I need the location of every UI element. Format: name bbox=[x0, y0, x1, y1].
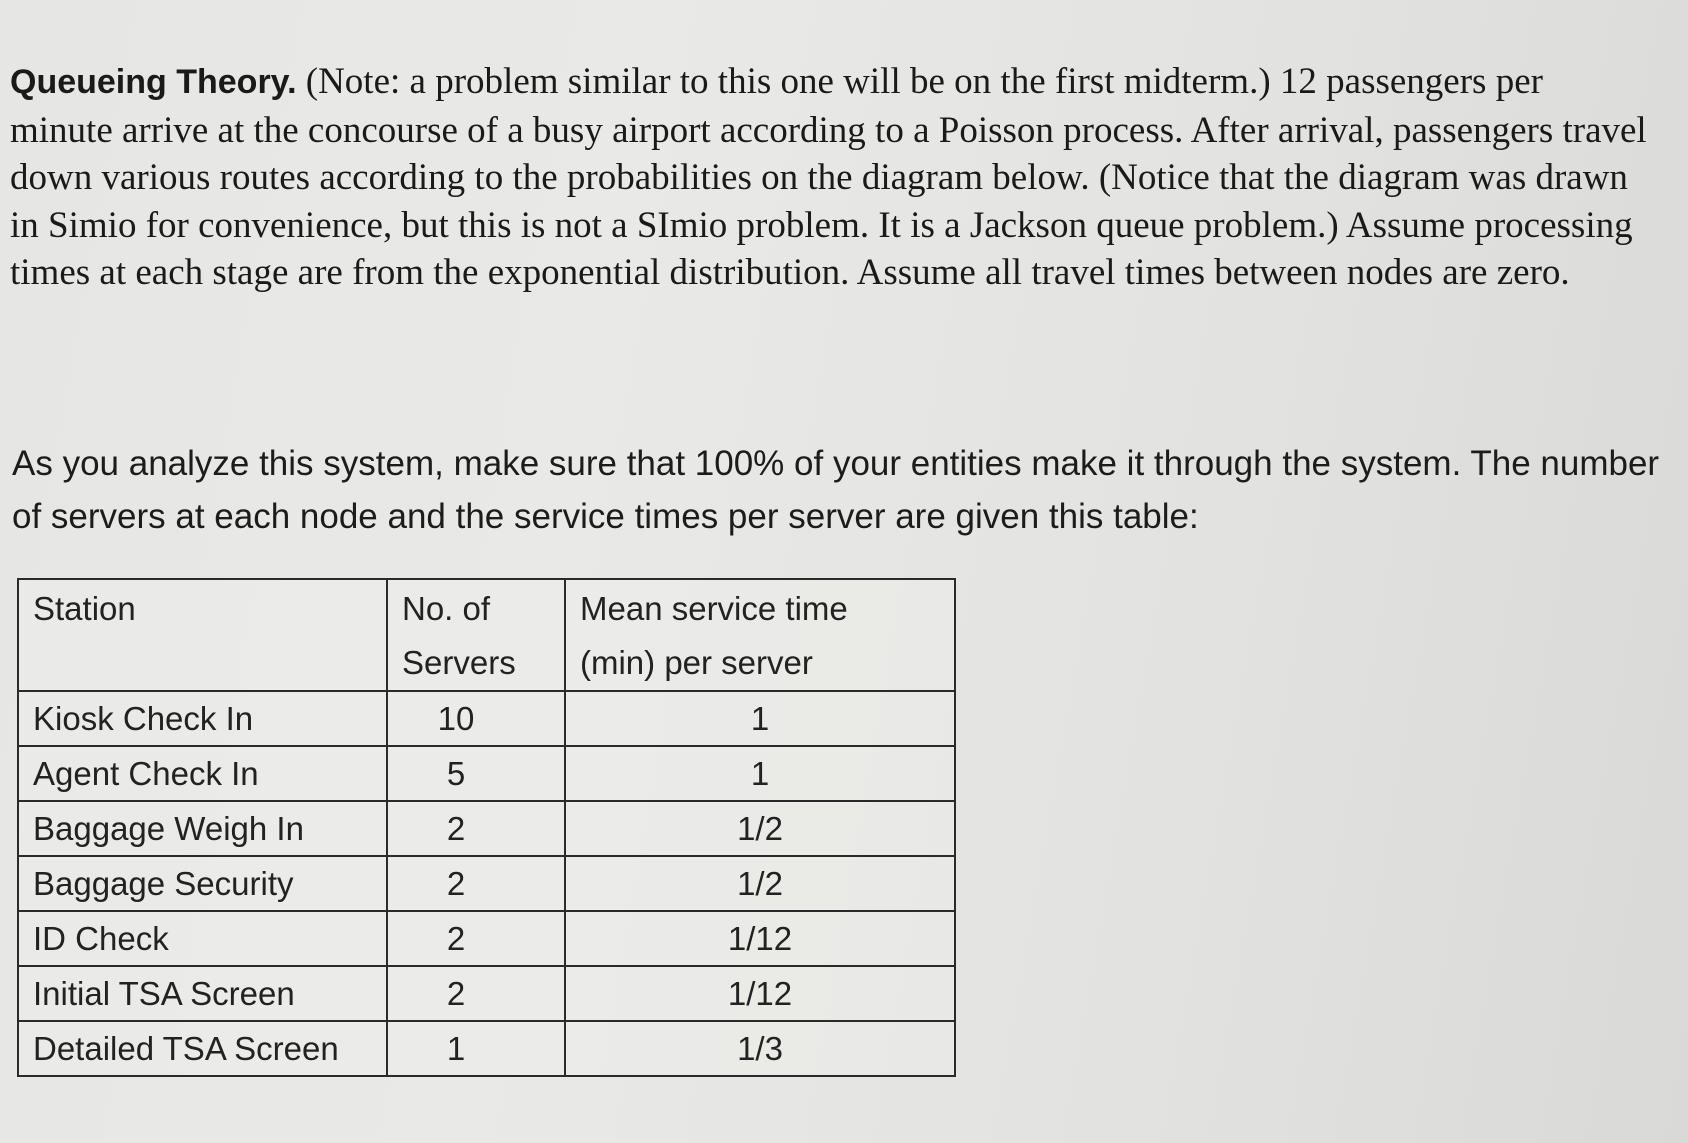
header-time-line1: Mean service time bbox=[580, 590, 848, 627]
problem-text: (Note: a problem similar to this one will be on the first midterm.) 12 passengers per minute arrive at the concourse of a busy airport according to a Poisson process. After arrival, passengers travel down various routes according to the probabilities on the diagram below. (Notice that the diagram was drawn in Simio for convenience, but this is not a SImio problem. It is a Jackson queue problem.) Assume processing times at each stage are from the exponential distribution. Assume all travel times between nodes are zero. bbox=[10, 61, 1647, 293]
station-cell: Detailed TSA Screen bbox=[18, 1021, 387, 1076]
table-row bbox=[18, 691, 955, 746]
table-row bbox=[18, 1021, 955, 1076]
header-station bbox=[18, 579, 387, 691]
servers-cell: 2 bbox=[387, 856, 565, 911]
header-servers-line1: No. of bbox=[402, 590, 491, 627]
table-row bbox=[18, 966, 955, 1021]
header-station-label: Station bbox=[33, 590, 136, 627]
station-cell: Initial TSA Screen bbox=[18, 966, 387, 1021]
analysis-paragraph: As you analyze this system, make sure that 100% of your entities make it through the system. The number of servers at each node and the service times per server are given this table: bbox=[12, 444, 1660, 536]
service-time-cell: 1/3 bbox=[565, 1021, 955, 1076]
header-servers-line2: Servers bbox=[402, 644, 516, 681]
servers-cell: 2 bbox=[387, 966, 565, 1021]
service-time-cell: 1/12 bbox=[565, 966, 955, 1021]
station-cell: Baggage Security bbox=[18, 856, 387, 911]
table-row bbox=[18, 911, 955, 966]
service-time-cell: 1 bbox=[565, 691, 955, 746]
problem-statement bbox=[10, 58, 1650, 297]
station-cell: Agent Check In bbox=[18, 746, 387, 801]
table-row bbox=[18, 856, 955, 911]
servers-cell: 10 bbox=[387, 691, 565, 746]
servers-cell: 2 bbox=[387, 911, 565, 966]
service-time-cell: 1/2 bbox=[565, 801, 955, 856]
service-time-cell: 1 bbox=[565, 746, 955, 801]
header-time-line2: (min) per server bbox=[580, 644, 813, 681]
header-station-spacer bbox=[33, 636, 372, 690]
servers-cell: 2 bbox=[387, 801, 565, 856]
service-time-cell: 1/2 bbox=[565, 856, 955, 911]
service-time-cell: 1/12 bbox=[565, 911, 955, 966]
station-cell: ID Check bbox=[18, 911, 387, 966]
table-row bbox=[18, 746, 955, 801]
table-header-row bbox=[18, 579, 955, 691]
header-servers bbox=[387, 579, 565, 691]
table-row bbox=[18, 801, 955, 856]
servers-cell: 5 bbox=[387, 746, 565, 801]
header-service-time bbox=[565, 579, 955, 691]
servers-cell: 1 bbox=[387, 1021, 565, 1076]
station-cell: Baggage Weigh In bbox=[18, 801, 387, 856]
service-table bbox=[17, 578, 956, 1077]
service-table-container bbox=[17, 578, 956, 1077]
problem-heading: Queueing Theory. bbox=[10, 63, 297, 101]
station-cell: Kiosk Check In bbox=[18, 691, 387, 746]
